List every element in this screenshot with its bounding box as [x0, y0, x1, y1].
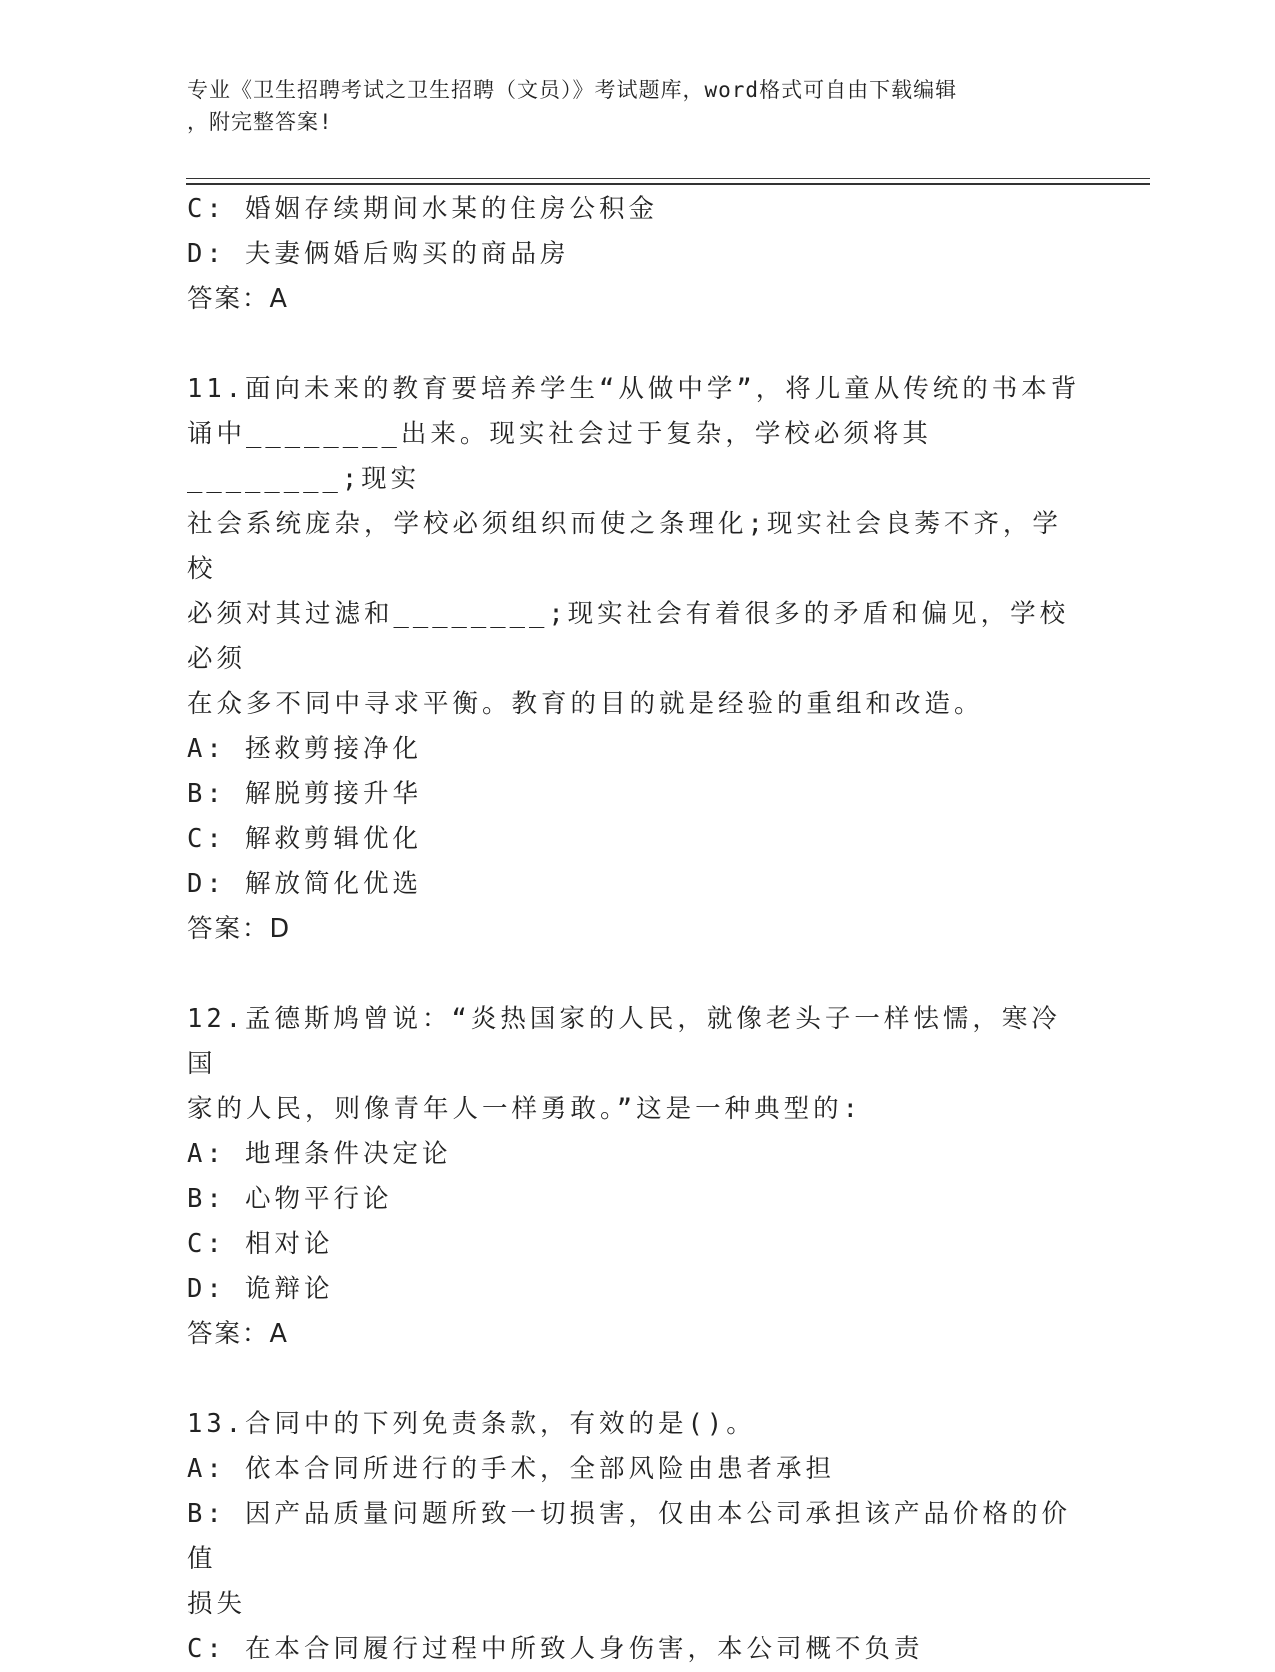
q11-option-a: A: 拯救剪接净化 — [187, 734, 423, 764]
header-line-2: ，附完整答案! — [187, 110, 333, 134]
q12-stem-line: 家的人民，则像青年人一样勇敢。”这是一种典型的: — [187, 1094, 862, 1124]
q11-option-d: D: 解放简化优选 — [187, 869, 423, 899]
question-content — [187, 187, 1087, 1672]
header-line-1: 专业《卫生招聘考试之卫生招聘（文员）》考试题库，word格式可自由下载编辑 — [187, 78, 958, 102]
q11-answer: 答案：D — [187, 914, 292, 944]
q11-stem-line: 必须对其过滤和________;现实社会有着很多的矛盾和偏见，学校必须 — [187, 599, 1070, 674]
q10-option-d: D: 夫妻俩婚后购买的商品房 — [187, 239, 570, 269]
q13-option-b — [187, 1492, 1087, 1627]
q11-option-c: C: 解救剪辑优化 — [187, 824, 423, 854]
q11-stem-line: 社会系统庞杂，学校必须组织而使之条理化;现实社会良莠不齐，学校 — [187, 509, 1062, 584]
q12-stem — [187, 997, 1087, 1132]
q13-stem-line: 13.合同中的下列免责条款，有效的是()。 — [187, 1409, 756, 1439]
q13-stem — [187, 1402, 1087, 1447]
q13-option-b-line: B: 因产品质量问题所致一切损害，仅由本公司承担该产品价格的价值 — [187, 1499, 1072, 1574]
q11-stem-line: 诵中________出来。现实社会过于复杂，学校必须将其________;现实 — [187, 419, 932, 494]
q12-option-b: B: 心物平行论 — [187, 1184, 393, 1214]
q10-option-c: C: 婚姻存续期间水某的住房公积金 — [187, 194, 659, 224]
q12-option-a: A: 地理条件决定论 — [187, 1139, 452, 1169]
page-header — [187, 74, 1067, 138]
q13-option-a: A: 依本合同所进行的手术，全部风险由患者承担 — [187, 1454, 836, 1484]
q11-stem — [187, 367, 1087, 727]
header-rule-thin — [186, 178, 1150, 179]
header-rule-thick — [186, 183, 1150, 185]
q11-stem-line: 11.面向未来的教育要培养学生“从做中学”，将儿童从传统的书本背 — [187, 374, 1081, 404]
q12-option-c: C: 相对论 — [187, 1229, 334, 1259]
q10-answer: 答案：A — [187, 284, 289, 314]
q11-stem-line: 在众多不同中寻求平衡。教育的目的就是经验的重组和改造。 — [187, 689, 984, 719]
q12-answer: 答案：A — [187, 1319, 289, 1349]
q13-option-c: C: 在本合同履行过程中所致人身伤害，本公司概不负责 — [187, 1634, 924, 1664]
q11-option-b: B: 解脱剪接升华 — [187, 779, 423, 809]
q12-stem-line: 12.孟德斯鸠曾说：“炎热国家的人民，就像老头子一样怯懦，寒冷国 — [187, 1004, 1061, 1079]
q12-option-d: D: 诡辩论 — [187, 1274, 334, 1304]
q13-option-b-line: 损失 — [187, 1589, 247, 1619]
